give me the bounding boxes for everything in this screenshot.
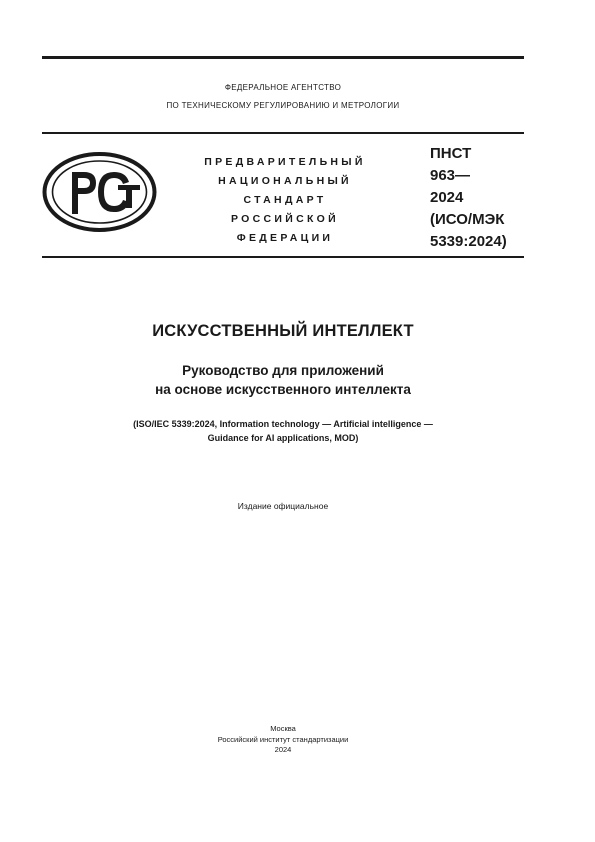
standard-number-line3: 2024 bbox=[430, 189, 464, 206]
edition-note: Издание официальное bbox=[237, 501, 329, 511]
standard-number-line2: 963— bbox=[430, 167, 471, 184]
gost-r-logo-icon bbox=[42, 152, 157, 232]
document-subtitle bbox=[42, 361, 524, 399]
standard-type-line4: РОССИЙСКОЙ bbox=[231, 213, 339, 225]
imprint-city: Москва bbox=[270, 724, 296, 733]
standard-number bbox=[430, 143, 530, 253]
middle-rule bbox=[42, 132, 524, 134]
subtitle-line2: на основе искусственного интеллекта bbox=[155, 382, 411, 397]
top-rule bbox=[42, 56, 524, 59]
international-ref-line2: Guidance for AI applications, MOD) bbox=[207, 433, 359, 443]
agency-name-line2: ПО ТЕХНИЧЕСКОМУ РЕГУЛИРОВАНИЮ И МЕТРОЛОГИИ bbox=[166, 101, 400, 110]
agency-name-line1: ФЕДЕРАЛЬНОЕ АГЕНТСТВО bbox=[224, 83, 342, 92]
subtitle-line1: Руководство для приложений bbox=[182, 363, 384, 378]
standard-number-line4: (ИСО/МЭК bbox=[430, 211, 505, 228]
standard-type bbox=[175, 153, 395, 248]
imprint-year: 2024 bbox=[274, 745, 292, 754]
international-ref-line1: (ISO/IEC 5339:2024, Information technology — Artificial intelligence — bbox=[133, 419, 433, 429]
standard-type-line1: ПРЕДВАРИТЕЛЬНЫЙ bbox=[204, 156, 366, 168]
document-title: ИСКУССТВЕННЫЙ ИНТЕЛЛЕКТ bbox=[152, 322, 414, 340]
standard-type-line3: СТАНДАРТ bbox=[243, 194, 327, 206]
standard-number-line1: ПНСТ bbox=[430, 145, 472, 162]
standard-type-line2: НАЦИОНАЛЬНЫЙ bbox=[218, 175, 352, 187]
imprint-publisher: Российский институт стандартизации bbox=[217, 734, 349, 744]
international-reference bbox=[42, 417, 524, 445]
standard-type-line5: ФЕДЕРАЦИИ bbox=[236, 232, 334, 244]
imprint bbox=[42, 724, 524, 756]
bottom-rule bbox=[42, 256, 524, 258]
standard-number-line5: 5339:2024) bbox=[430, 233, 507, 250]
